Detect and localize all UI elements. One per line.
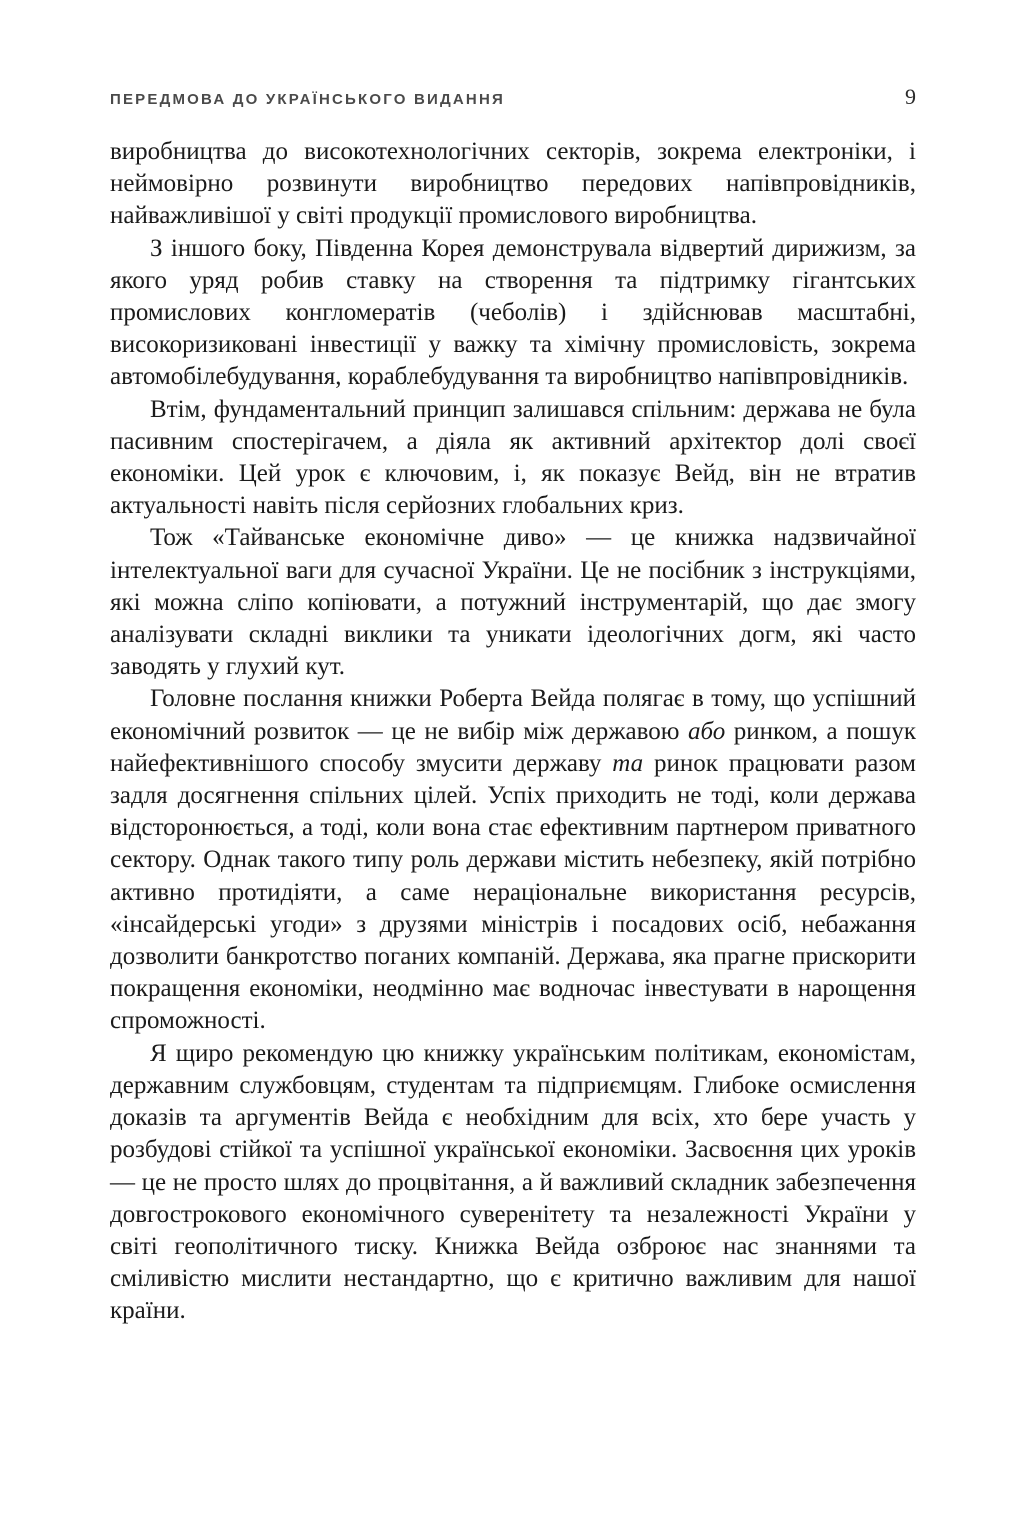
- body-text: Головне послання книжки Роберта Вейда полягає в тому, що успішний економічний розвиток — це не вибір між державою: [110, 685, 916, 745]
- italic-text: та: [612, 749, 644, 777]
- paragraph: [110, 233, 916, 394]
- body-text: ринком, а пошук найефективнішого способу змусити державу: [110, 717, 916, 777]
- body-text: Я щиро рекомендую цю книжку українським політикам, економістам, державним службовцям, студентам та підприємцям. Глибоке осмислення доказів та аргументів Вейда є необхідним для всіх, хто бере участь у розбудові стійкої та успішної української економіки. Засвоєння цих уроків — це не просто шлях до процвітання, а й важливий складник забезпечення довгострокового економічного суверенітету та незалежності України у світі геополітичного тиску. Книжка Вейда озброює нас знаннями та сміливістю мислити нестандартно, що є критично важливим для нашої країни.: [110, 1039, 916, 1325]
- page-number: 9: [905, 84, 916, 109]
- paragraph: [110, 394, 916, 523]
- paragraph: [110, 136, 916, 233]
- body-text: З іншого боку, Південна Корея демонструвала відвертий дирижизм, за якого уряд робив ставку на створення та підтримку гігантських промислових конгломератів (чеболів) і здійснював масштабні, високоризиковані інвестиції у важку та хімічну промисловість, зокрема автомобілебудування, кораблебудування та виробництво напівпровідників.: [110, 234, 916, 391]
- body-text: виробництва до високотехнологічних секторів, зокрема електроніки, і неймовірно розвинути виробництво передових напівпровідників, найважливішої у світі продукції промислового виробництва.: [110, 138, 916, 230]
- page-header: [110, 84, 916, 110]
- running-title: ПЕРЕДМОВА ДО УКРАЇНСЬКОГО ВИДАННЯ: [110, 91, 505, 108]
- paragraph: [110, 683, 916, 1037]
- body-text: ринок працювати разом задля досягнення спільних цілей. Успіх приходить не тоді, коли держава відсторонюється, а тоді, коли вона стає ефективним партнером приватного сектору. Однак такого типу роль держави містить небезпеку, якій потрібно активно протидіяти, а саме нераціональне використання ресурсів, «інсайдерські угоди» з друзями міністрів і посадових осіб, небажання дозволити банкротство поганих компаній. Держава, яка прагне прискорити покращення економіки, неодмінно має водночас інвестувати в нарощення спроможності.: [110, 749, 916, 1035]
- italic-text: або: [687, 717, 726, 745]
- body-text: Втім, фундаментальний принцип залишався спільним: держава не була пасивним спостерігачем, а діяла як активний архітектор долі своєї економіки. Цей урок є ключовим, і, як показує Вейд, він не втратив актуальності навіть після серйозних глобальних криз.: [110, 395, 916, 520]
- page-body: [110, 136, 916, 1328]
- paragraph: [110, 522, 916, 683]
- paragraph: [110, 1038, 916, 1328]
- body-text: Тож «Тайванське економічне диво» — це книжка надзвичайної інтелектуальної ваги для сучасної України. Це не посібник з інструкціями, які можна сліпо копіювати, а потужний інструментарій, що дає змогу аналізувати складні виклики та уникати ідеологічних догм, які часто заводять у глухий кут.: [110, 524, 916, 681]
